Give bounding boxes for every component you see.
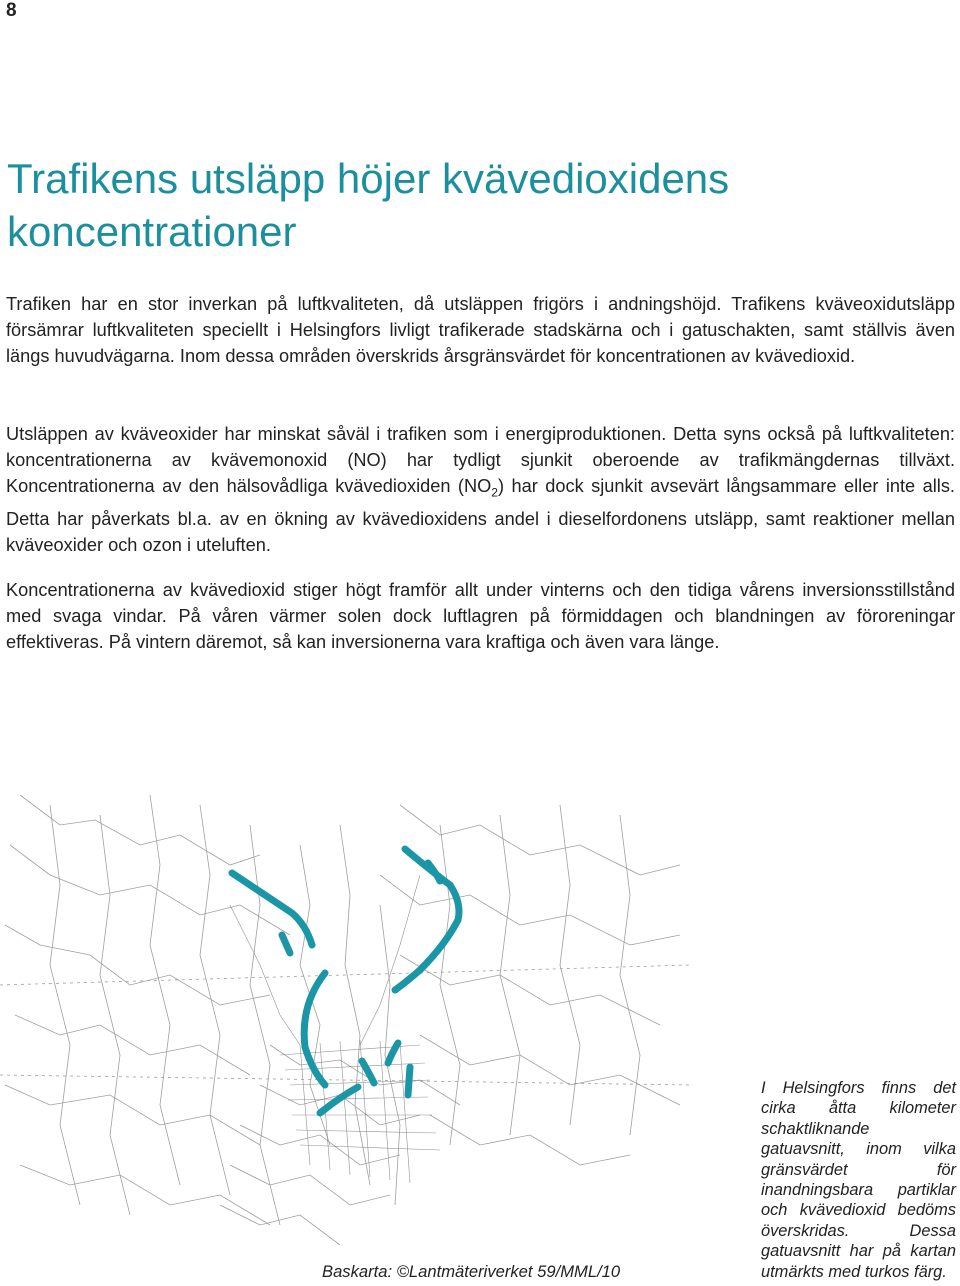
canyon-segment-center [362,1061,374,1083]
no2-subscript: 2 [491,485,498,500]
canyon-segment-center-left [320,1087,358,1113]
base-road-network [0,795,690,1245]
paragraph-emissions-part2: ) har dock sjunkit avsevärt långsammare eller inte alls. Detta har påverkats bl.a. av en ökning av kvävedioxidens andel i dieselfordonens utsläpp, samt reaktioner mellan kväveoxider och ozon i uteluften. [6,476,955,555]
paragraph-emissions-part1: Utsläppen av kväveoxider har minskat såväl i trafiken som i energiproduktionen. Detta syns också på luftkvaliteten: koncentrationerna av kvävemonoxid (NO) har tydligt sjunkit oberoende av trafikmängdernas tillväxt. Koncentrationerna av den hälsovådliga kvävedioxiden (NO [6,424,955,496]
canyon-segment-center-right [388,1043,398,1063]
paragraph-emissions [6,421,955,558]
page-title: Trafikens utsläpp höjer kvävedioxidens koncentrationer [7,155,730,255]
city-center-grid [230,875,440,1183]
canyon-segment-northwest-stub [282,935,290,953]
paragraph-inversion: Koncentrationerna av kvävedioxid stiger högt framför allt under vinterns och den tidiga vårens inversionsstillstånd med svaga vindar. På våren värmer solen dock luftlagren på förmiddagen och blandningen av föroreningar effektiveras. På vintern däremot, så kan inversionerna vara kraftiga och även vara länge. [6,580,955,652]
canyon-segment-northeast [395,849,459,990]
canyon-segment-northwest [232,873,312,945]
street-canyon-segments [232,849,459,1113]
canyon-segment-south [408,1067,410,1095]
helsinki-street-map [0,785,690,1260]
paragraph-intro: Trafiken har en stor inverkan på luftkvaliteten, då utsläppen frigörs i andningshöjd. Trafikens kväveoxidutsläpp försämrar luftkvaliteten speciellt i Helsingfors livligt trafikerade stadskärna och i gatuschakten, samt ställvis även längs huvudvägarna. Inom dessa områden överskrids årsgränsvärdet för koncentrationen av kvävedioxid. [6,294,955,366]
map-credit: Baskarta: ©Lantmäteriverket 59/MML/10 [322,1262,621,1281]
page-number: 8 [6,0,17,21]
figure-caption: I Helsingfors finns det cirka åtta kilometer schaktliknande gatuavsnitt, inom vilka gränsvärdet för inandningsbara partiklar och kvävedioxid bedöms överskridas. Dessa gatuavsnitt har på kartan utmärkts med turkos färg. [761,1079,956,1281]
